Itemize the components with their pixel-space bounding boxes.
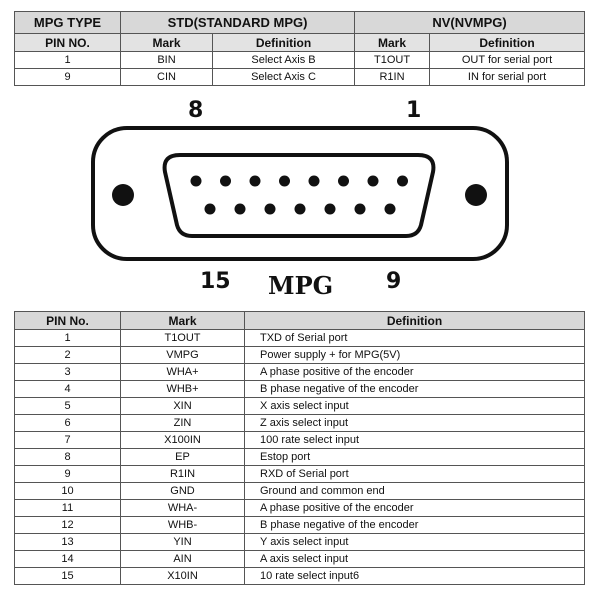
connector-label: MPG <box>268 271 334 300</box>
pin-cell: 5 <box>15 398 121 415</box>
pin-cell: 14 <box>15 551 121 568</box>
definition-cell: Ground and common end <box>245 483 585 500</box>
mounting-hole-right <box>465 184 487 206</box>
std-mark-cell: BIN <box>121 52 213 69</box>
pin-cell: 12 <box>15 517 121 534</box>
pin-label-15: 15 <box>200 269 231 294</box>
pin-cell: 8 <box>15 449 121 466</box>
mark-cell: WHB+ <box>121 381 245 398</box>
connector-pin <box>368 176 379 187</box>
table-header-row <box>15 312 585 330</box>
connector-pin <box>325 204 336 215</box>
nv-definition-header: Definition <box>430 34 585 52</box>
pin-label-1: 1 <box>406 98 422 123</box>
mark-cell: R1IN <box>121 466 245 483</box>
table-row <box>15 466 585 483</box>
definition-cell: Y axis select input <box>245 534 585 551</box>
table-row <box>15 398 585 415</box>
mark-cell: XIN <box>121 398 245 415</box>
connector-pin <box>220 176 231 187</box>
pin-cell: 6 <box>15 415 121 432</box>
table-row <box>15 449 585 466</box>
connector-pin <box>250 176 261 187</box>
mark-cell: VMPG <box>121 347 245 364</box>
definition-header: Definition <box>245 312 585 330</box>
mark-header: Mark <box>121 312 245 330</box>
std-mark-header: Mark <box>121 34 213 52</box>
pin-cell: 9 <box>15 466 121 483</box>
nv-mark-cell: R1IN <box>355 69 430 86</box>
mark-cell: AIN <box>121 551 245 568</box>
mark-cell: T1OUT <box>121 330 245 347</box>
nv-header: NV(NVMPG) <box>355 12 585 34</box>
table-header-row <box>15 12 585 34</box>
std-definition-cell: Select Axis C <box>213 69 355 86</box>
table-row <box>15 517 585 534</box>
nv-definition-cell: IN for serial port <box>430 69 585 86</box>
mpg-type-table <box>14 11 585 86</box>
mark-cell: WHB- <box>121 517 245 534</box>
mark-cell: ZIN <box>121 415 245 432</box>
table-row <box>15 415 585 432</box>
nv-mark-header: Mark <box>355 34 430 52</box>
definition-cell: Estop port <box>245 449 585 466</box>
definition-cell: A axis select input <box>245 551 585 568</box>
definition-cell: RXD of Serial port <box>245 466 585 483</box>
table-row <box>15 432 585 449</box>
pin-cell: 1 <box>15 52 121 69</box>
connector-pin <box>205 204 216 215</box>
definition-cell: B phase negative of the encoder <box>245 517 585 534</box>
mark-cell: X10IN <box>121 568 245 585</box>
pin-cell: 9 <box>15 69 121 86</box>
definition-cell: TXD of Serial port <box>245 330 585 347</box>
std-mark-cell: CIN <box>121 69 213 86</box>
table-row <box>15 551 585 568</box>
definition-cell: B phase negative of the encoder <box>245 381 585 398</box>
pin-no-header: PIN No. <box>15 312 121 330</box>
connector-pin <box>385 204 396 215</box>
connector-d-shell <box>165 155 434 236</box>
pin-cell: 11 <box>15 500 121 517</box>
table-row <box>15 69 585 86</box>
definition-cell: 10 rate select input6 <box>245 568 585 585</box>
table-subheader-row <box>15 34 585 52</box>
pin-no-header: PIN NO. <box>15 34 121 52</box>
pin-cell: 10 <box>15 483 121 500</box>
definition-cell: Z axis select input <box>245 415 585 432</box>
pin-cell: 4 <box>15 381 121 398</box>
nv-definition-cell: OUT for serial port <box>430 52 585 69</box>
connector-pin <box>265 204 276 215</box>
connector-pin <box>235 204 246 215</box>
mark-cell: EP <box>121 449 245 466</box>
table-row <box>15 534 585 551</box>
mark-cell: YIN <box>121 534 245 551</box>
mark-cell: WHA- <box>121 500 245 517</box>
pin-cell: 2 <box>15 347 121 364</box>
connector-pin <box>191 176 202 187</box>
pin-cell: 7 <box>15 432 121 449</box>
table-row <box>15 364 585 381</box>
std-header: STD(STANDARD MPG) <box>121 12 355 34</box>
table-row <box>15 330 585 347</box>
connector-pin <box>279 176 290 187</box>
mark-cell: WHA+ <box>121 364 245 381</box>
connector-pin <box>338 176 349 187</box>
pin-label-9: 9 <box>386 269 402 294</box>
std-definition-cell: Select Axis B <box>213 52 355 69</box>
mark-cell: GND <box>121 483 245 500</box>
mpg-type-header: MPG TYPE <box>15 12 121 34</box>
pin-cell: 13 <box>15 534 121 551</box>
connector-pin <box>355 204 366 215</box>
table-row <box>15 381 585 398</box>
db15-connector-diagram <box>88 92 513 302</box>
mark-cell: X100IN <box>121 432 245 449</box>
connector-pin <box>309 176 320 187</box>
definition-cell: Power supply + for MPG(5V) <box>245 347 585 364</box>
definition-cell: X axis select input <box>245 398 585 415</box>
table-row <box>15 483 585 500</box>
table-row <box>15 52 585 69</box>
std-definition-header: Definition <box>213 34 355 52</box>
table-row <box>15 500 585 517</box>
definition-cell: A phase positive of the encoder <box>245 364 585 381</box>
definition-cell: 100 rate select input <box>245 432 585 449</box>
pin-cell: 3 <box>15 364 121 381</box>
pin-cell: 15 <box>15 568 121 585</box>
mounting-hole-left <box>112 184 134 206</box>
table-row <box>15 568 585 585</box>
pin-definition-table <box>14 311 585 585</box>
nv-mark-cell: T1OUT <box>355 52 430 69</box>
definition-cell: A phase positive of the encoder <box>245 500 585 517</box>
connector-pin <box>397 176 408 187</box>
pin-cell: 1 <box>15 330 121 347</box>
pin-label-8: 8 <box>188 98 204 123</box>
connector-pin <box>295 204 306 215</box>
table-row <box>15 347 585 364</box>
